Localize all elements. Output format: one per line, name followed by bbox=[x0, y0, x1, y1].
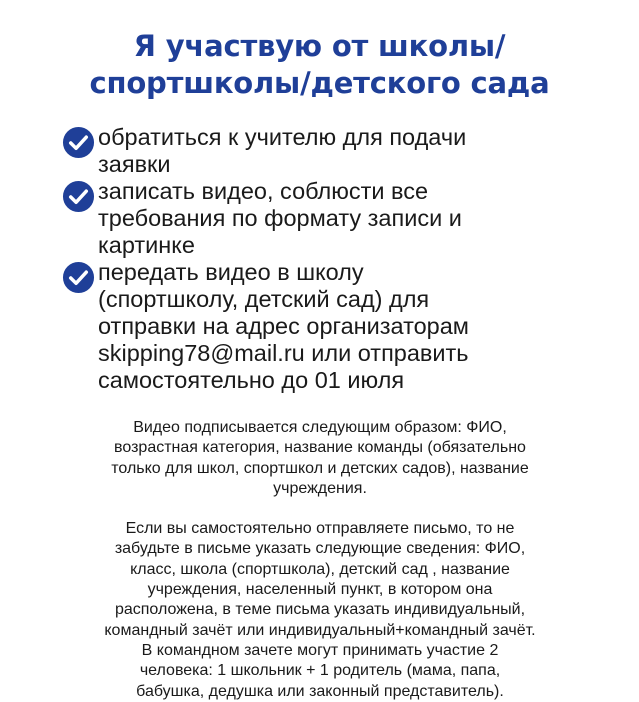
step-line: требования по формату записи и bbox=[98, 205, 462, 231]
check-circle-icon bbox=[62, 126, 95, 159]
step-item-3 bbox=[62, 259, 622, 394]
info-section bbox=[40, 418, 600, 702]
step-line: отправки на адрес организаторам bbox=[98, 313, 469, 339]
step-line: самостоятельно до 01 июля bbox=[98, 367, 405, 393]
info-line: человека: 1 школьник + 1 родитель (мама, папа, bbox=[139, 662, 501, 680]
info-line: Если вы самостоятельно отправляете письмо, то не bbox=[125, 520, 515, 538]
info-line: только для школ, спортшкол и детских садов), название bbox=[111, 459, 529, 477]
step-item-1 bbox=[62, 124, 622, 178]
info-line: В командном зачете могут принимать участие 2 bbox=[141, 641, 499, 659]
step-line: (спортшколу, детский сад) для bbox=[98, 286, 430, 312]
step-line: передать видео в школу bbox=[98, 259, 364, 285]
step-item-2 bbox=[62, 178, 622, 259]
check-circle-icon bbox=[62, 180, 95, 213]
step-line: обратиться к учителю для подачи bbox=[98, 124, 467, 150]
step-text-2 bbox=[98, 178, 622, 259]
step-line: картинке bbox=[98, 232, 195, 258]
step-text-1 bbox=[98, 124, 622, 178]
step-line: заявки bbox=[98, 151, 171, 177]
steps-list bbox=[62, 124, 622, 394]
info-line: расположена, в теме письма указать индивидуальный, bbox=[114, 601, 526, 619]
info-line: учреждения. bbox=[273, 479, 367, 497]
step-text-3 bbox=[98, 259, 622, 394]
info-line: Видео подписывается следующим образом: ФИО, bbox=[133, 419, 507, 436]
self-send-paragraph bbox=[40, 519, 600, 702]
check-circle-icon bbox=[62, 261, 95, 294]
step-line: записать видео, соблюсти все bbox=[98, 178, 429, 204]
info-line: бабушка, дедушка или законный представитель). bbox=[136, 682, 504, 700]
title-line-1: Я участвую от школы/ bbox=[133, 29, 506, 63]
video-naming-paragraph bbox=[40, 418, 600, 499]
step-line: skipping78@mail.ru или отправить bbox=[98, 340, 469, 366]
info-line: учреждения, населенный пункт, в котором она bbox=[147, 581, 493, 599]
info-line: возрастная категория, название команды (обязательно bbox=[114, 439, 526, 457]
info-line: класс, школа (спортшкола), детский сад , название bbox=[130, 560, 510, 578]
paragraph-gap bbox=[40, 499, 600, 519]
info-line: командный зачёт или индивидуальный+командный зачёт. bbox=[104, 621, 536, 639]
page-title bbox=[0, 28, 639, 102]
title-line-2: спортшколы/детского сада bbox=[89, 66, 550, 100]
info-line: забудьте в письме указать следующие сведения: ФИО, bbox=[114, 540, 526, 558]
